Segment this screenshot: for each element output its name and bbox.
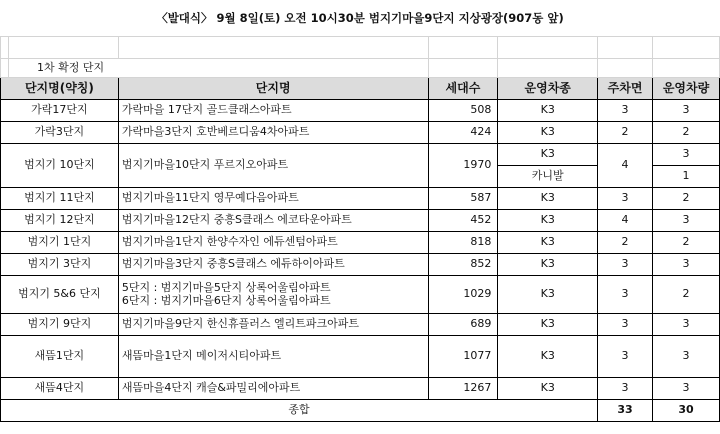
vehicles-cell[interactable]: 1 <box>653 165 720 187</box>
full-name-cell[interactable]: 새뜸마을1단지 메이저시티아파트 <box>118 335 428 377</box>
short-name-cell[interactable]: 범지기 10단지 <box>1 143 119 187</box>
parking-cell[interactable]: 3 <box>598 187 653 209</box>
vehicles-cell[interactable]: 3 <box>653 253 720 275</box>
total-vehicles[interactable]: 30 <box>653 399 720 421</box>
parking-cell[interactable]: 3 <box>598 335 653 377</box>
parking-cell[interactable]: 4 <box>598 143 653 187</box>
table-row <box>1 143 720 165</box>
col-header-vehicles[interactable]: 운영차량 <box>653 77 720 99</box>
table-row <box>1 275 720 313</box>
households-cell[interactable]: 689 <box>428 313 498 335</box>
cell[interactable] <box>8 36 118 58</box>
full-name-cell[interactable]: 범지기마을11단지 영무예다음아파트 <box>118 187 428 209</box>
total-label[interactable]: 종합 <box>1 399 598 421</box>
table-row <box>1 253 720 275</box>
table-row <box>1 335 720 377</box>
short-name-cell[interactable]: 가락3단지 <box>1 121 119 143</box>
col-header-car-type[interactable]: 운영차종 <box>498 77 598 99</box>
cell[interactable] <box>498 36 598 58</box>
col-header-households[interactable]: 세대수 <box>428 77 498 99</box>
short-name-cell[interactable]: 새뜸4단지 <box>1 377 119 399</box>
parking-cell[interactable]: 4 <box>598 209 653 231</box>
col-header-parking[interactable]: 주차면 <box>598 77 653 99</box>
total-row <box>1 399 720 421</box>
parking-cell[interactable]: 3 <box>598 313 653 335</box>
vehicles-cell[interactable]: 3 <box>653 209 720 231</box>
full-name-cell[interactable]: 범지기마을3단지 중흥S클래스 에듀하이아파트 <box>118 253 428 275</box>
households-cell[interactable]: 818 <box>428 231 498 253</box>
vehicles-cell[interactable]: 2 <box>653 187 720 209</box>
vehicles-cell[interactable]: 3 <box>653 313 720 335</box>
households-cell[interactable]: 1267 <box>428 377 498 399</box>
households-cell[interactable]: 1970 <box>428 143 498 187</box>
parking-cell[interactable]: 3 <box>598 377 653 399</box>
car-type-cell[interactable]: K3 <box>498 187 598 209</box>
table-row <box>1 209 720 231</box>
parking-cell[interactable]: 3 <box>598 275 653 313</box>
car-type-cell[interactable]: K3 <box>498 231 598 253</box>
vehicles-cell[interactable]: 2 <box>653 275 720 313</box>
car-type-cell[interactable]: K3 <box>498 335 598 377</box>
car-type-cell[interactable]: K3 <box>498 143 598 165</box>
short-name-cell[interactable]: 범지기 1단지 <box>1 231 119 253</box>
short-name-cell[interactable]: 범지기 5&6 단지 <box>1 275 119 313</box>
parking-cell[interactable]: 2 <box>598 121 653 143</box>
vehicles-cell[interactable]: 3 <box>653 99 720 121</box>
sheet-title[interactable]: 〈발대식〉 9월 8일(토) 오전 10시30분 범지기마을9단지 지상광장(907동 앞) <box>156 10 564 25</box>
cell[interactable] <box>598 36 653 58</box>
cell[interactable] <box>118 36 428 58</box>
short-name-cell[interactable]: 범지기 9단지 <box>1 313 119 335</box>
car-type-cell[interactable]: K3 <box>498 313 598 335</box>
full-name-cell[interactable]: 범지기마을12단지 중흥S클래스 에코타운아파트 <box>118 209 428 231</box>
households-cell[interactable]: 1077 <box>428 335 498 377</box>
households-cell[interactable]: 852 <box>428 253 498 275</box>
short-name-cell[interactable]: 가락17단지 <box>1 99 119 121</box>
households-cell[interactable]: 1029 <box>428 275 498 313</box>
car-type-cell[interactable]: K3 <box>498 377 598 399</box>
total-parking[interactable]: 33 <box>598 399 653 421</box>
full-name-cell[interactable]: 5단지 : 범지기마을5단지 상록어울림아파트 6단지 : 범지기마을6단지 상록어울림아파트 <box>118 275 428 313</box>
cell[interactable] <box>428 58 498 77</box>
short-name-cell[interactable]: 범지기 3단지 <box>1 253 119 275</box>
cell[interactable] <box>598 58 653 77</box>
full-name-cell[interactable]: 가락마을 17단지 골드클래스아파트 <box>118 99 428 121</box>
car-type-cell[interactable]: K3 <box>498 121 598 143</box>
table-row <box>1 377 720 399</box>
col-header-short-name[interactable]: 단지명(약칭) <box>1 77 119 99</box>
short-name-cell[interactable]: 새뜸1단지 <box>1 335 119 377</box>
full-name-cell[interactable]: 가락마을3단지 호반베르디움4차아파트 <box>118 121 428 143</box>
vehicles-cell[interactable]: 2 <box>653 231 720 253</box>
full-name-cell[interactable]: 범지기마을1단지 한양수자인 에듀센텀아파트 <box>118 231 428 253</box>
households-cell[interactable]: 452 <box>428 209 498 231</box>
vehicles-cell[interactable]: 2 <box>653 121 720 143</box>
car-type-cell[interactable]: K3 <box>498 209 598 231</box>
short-name-cell[interactable]: 범지기 11단지 <box>1 187 119 209</box>
cell[interactable] <box>653 58 720 77</box>
parking-cell[interactable]: 3 <box>598 99 653 121</box>
table-row <box>1 313 720 335</box>
car-type-cell[interactable]: K3 <box>498 99 598 121</box>
car-type-cell[interactable]: 카니발 <box>498 165 598 187</box>
table-row <box>1 231 720 253</box>
parking-cell[interactable]: 2 <box>598 231 653 253</box>
households-cell[interactable]: 587 <box>428 187 498 209</box>
cell[interactable] <box>1 58 9 77</box>
col-header-full-name[interactable]: 단지명 <box>118 77 428 99</box>
households-cell[interactable]: 508 <box>428 99 498 121</box>
vehicles-cell[interactable]: 3 <box>653 377 720 399</box>
full-name-cell[interactable]: 새뜸마을4단지 캐슬&파밀리에아파트 <box>118 377 428 399</box>
table-row <box>1 121 720 143</box>
header-row <box>1 77 720 99</box>
cell[interactable] <box>428 36 498 58</box>
table-row <box>1 99 720 121</box>
table-row <box>1 187 720 209</box>
short-name-cell[interactable]: 범지기 12단지 <box>1 209 119 231</box>
section-label[interactable]: 1차 확정 단지 <box>8 58 428 77</box>
parking-cell[interactable]: 3 <box>598 253 653 275</box>
vehicles-cell[interactable]: 3 <box>653 335 720 377</box>
full-name-cell[interactable]: 범지기마을10단지 푸르지오아파트 <box>118 143 428 187</box>
cell[interactable] <box>653 36 720 58</box>
cell[interactable] <box>498 58 598 77</box>
car-type-cell[interactable]: K3 <box>498 253 598 275</box>
car-type-cell[interactable]: K3 <box>498 275 598 313</box>
vehicles-cell[interactable]: 3 <box>653 143 720 165</box>
full-name-cell[interactable]: 범지기마을9단지 한신휴플러스 엘리트파크아파트 <box>118 313 428 335</box>
households-cell[interactable]: 424 <box>428 121 498 143</box>
cell[interactable] <box>1 36 9 58</box>
